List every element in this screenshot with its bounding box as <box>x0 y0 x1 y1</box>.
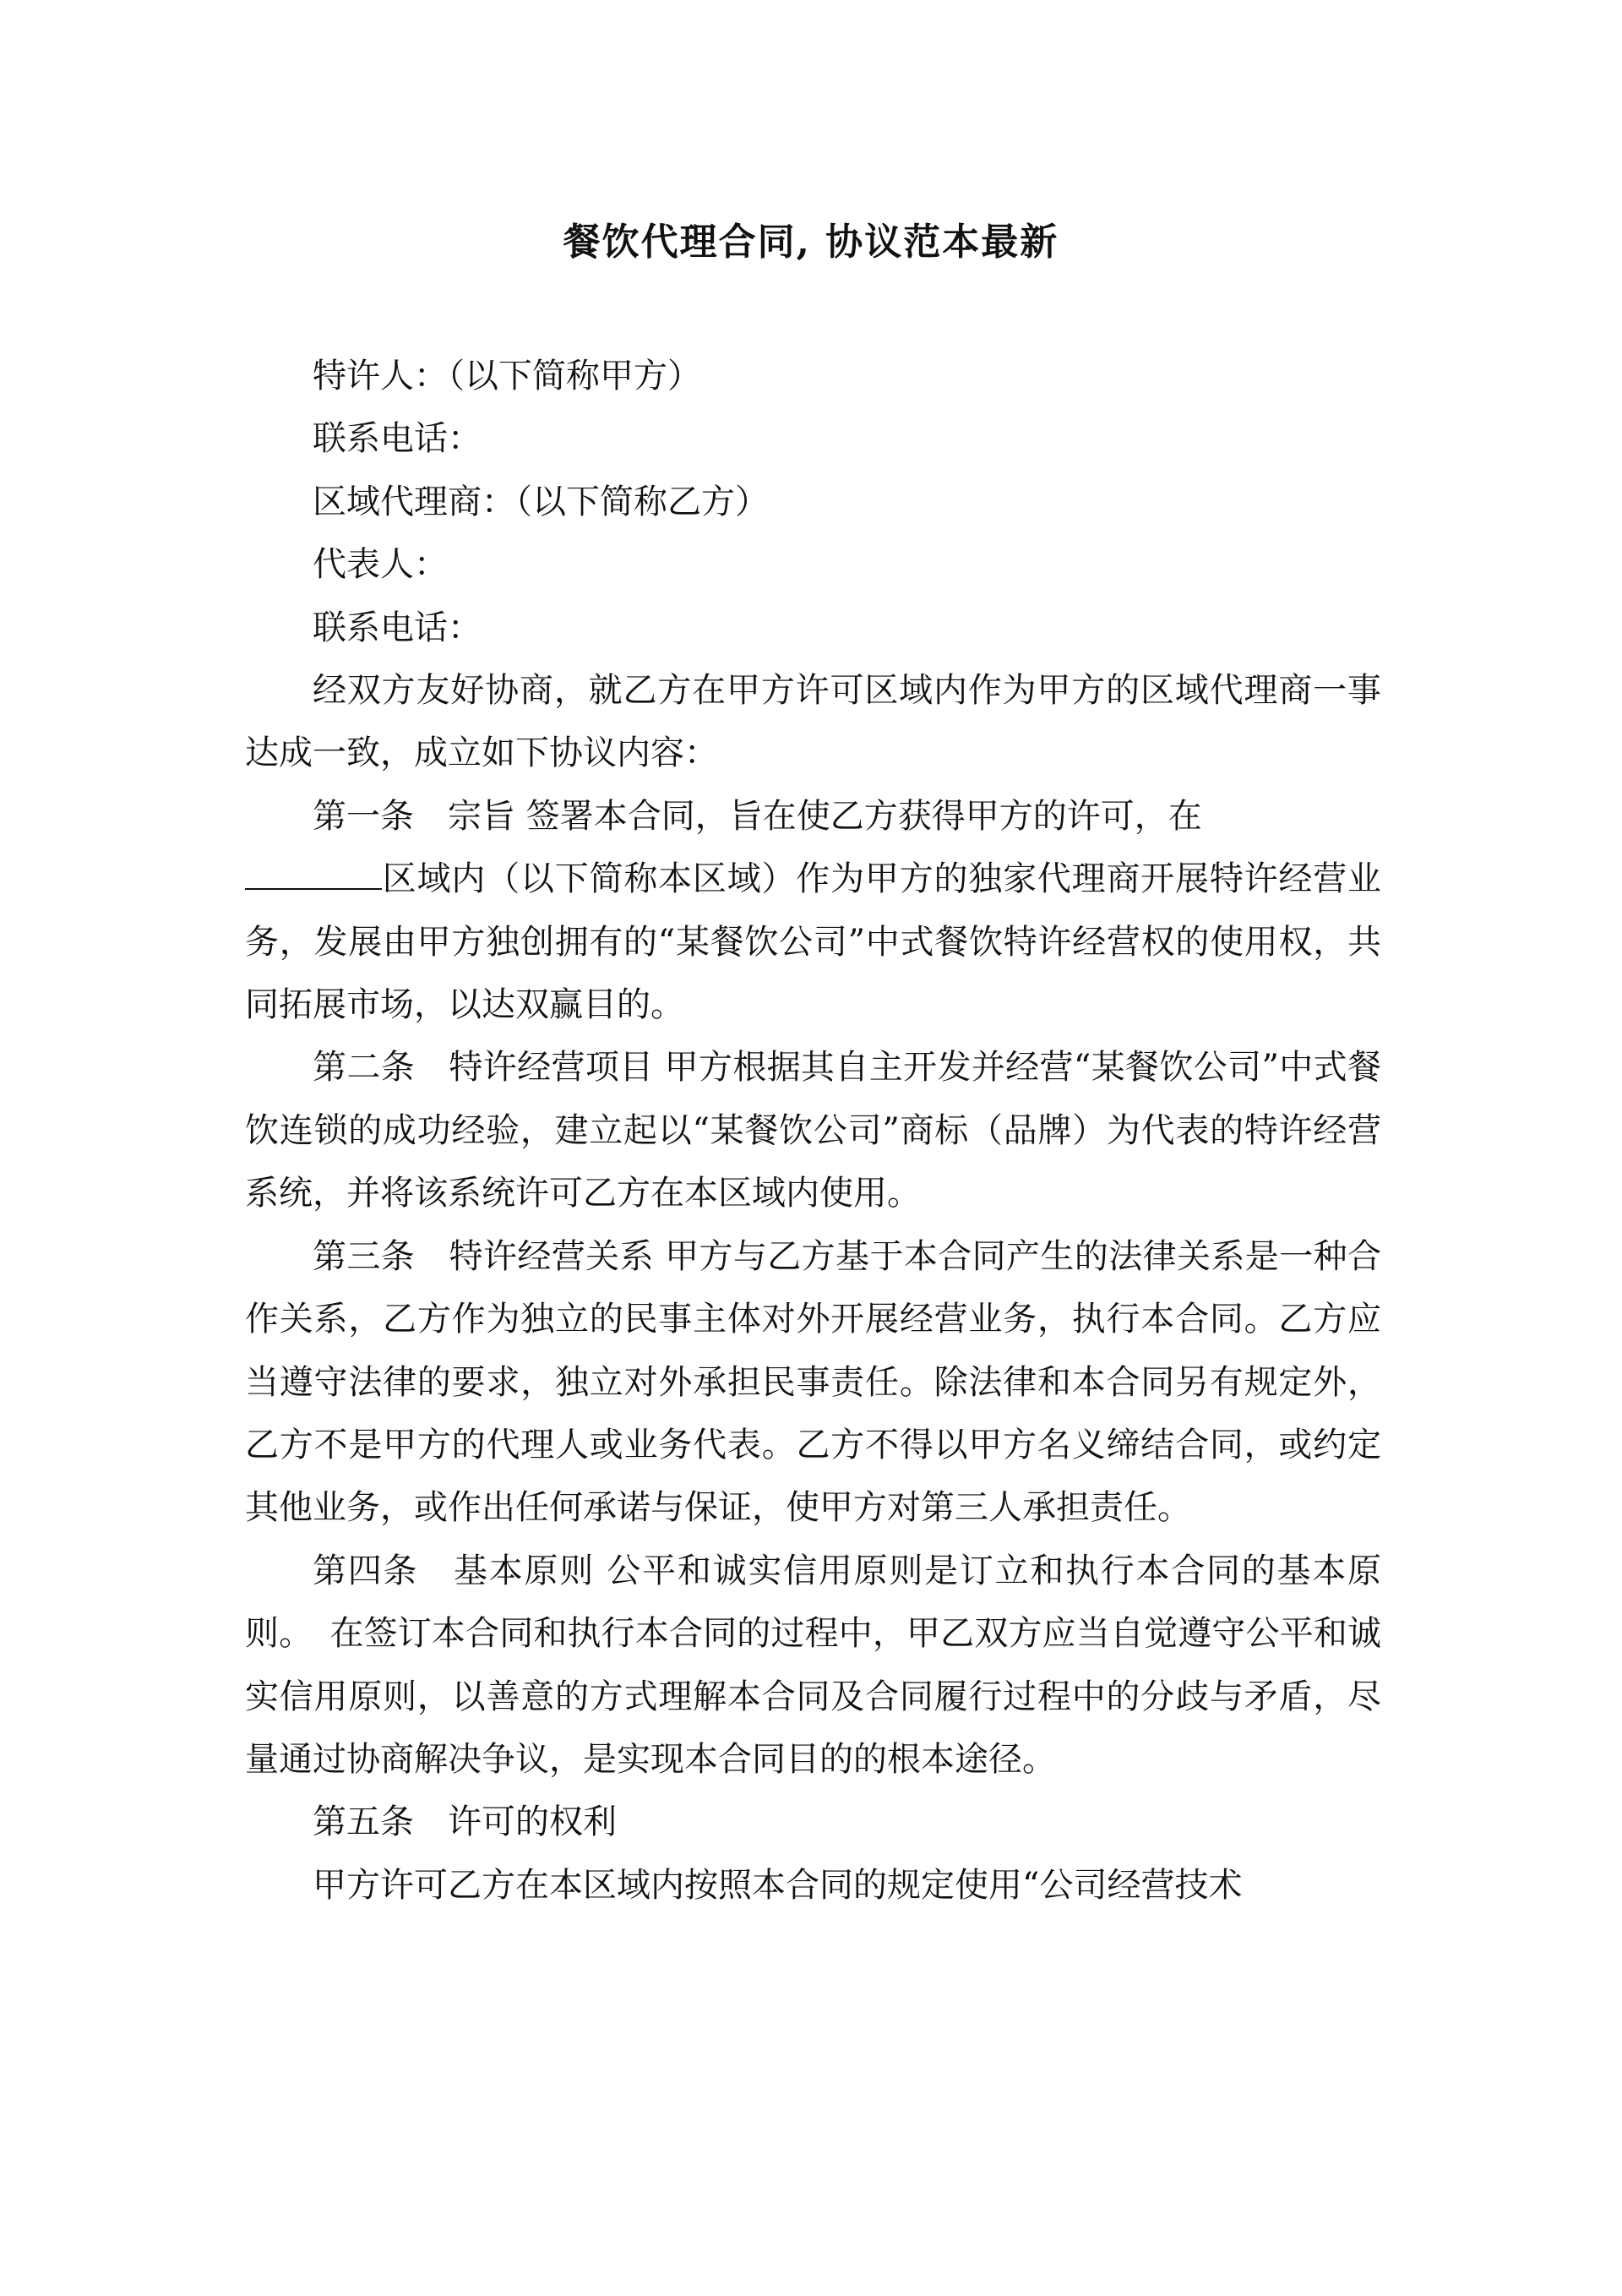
paragraph-article-3: 第三条 特许经营关系 甲方与乙方基于本合同产生的法律关系是一种合作关系，乙方作为独立的民事主体对外开展经营业务，执行本合同。乙方应当遵守法律的要求，独立对外承担民事责任。除法律和本合同另有规定外，乙方不是甲方的代理人或业务代表。乙方不得以甲方名义缔结合同，或约定其他业务，或作出任何承诺与保证，使甲方对第三人承担责任。 <box>245 1236 1381 1528</box>
paragraph-agent-phone: 联系电话： <box>313 608 482 647</box>
paragraph-franchisor: 特许人：（以下简称甲方） <box>313 357 701 395</box>
document-body <box>245 345 1381 1917</box>
paragraph-article-2: 第二条 特许经营项目 甲方根据其自主开发并经营“某餐饮公司”中式餐饮连锁的成功经验，建立起以“某餐饮公司”商标（品牌）为代表的特许经营系统，并将该系统许可乙方在本区域内使用。 <box>245 1048 1381 1213</box>
paragraph-article-4: 第四条 基本原则 公平和诚实信用原则是订立和执行本合同的基本原则。 在签订本合同和执行本合同的过程中，甲乙双方应当自觉遵守公平和诚实信用原则，以善意的方式理解本合同及合同履行过程中的分歧与矛盾，尽量通过协商解决争议，是实现本合同目的的根本途径。 <box>245 1551 1381 1779</box>
article-1-text-cont: 区域内（以下简称本区域）作为甲方的独家代理商开展特许经营业务，发展由甲方独创拥有的“某餐饮公司”中式餐饮特许经营权的使用权，共同拓展市场，以达双赢目的。 <box>245 859 1381 1025</box>
paragraph-article-5-text: 甲方许可乙方在本区域内按照本合同的规定使用“公司经营技术 <box>313 1865 1243 1905</box>
paragraph-regional-agent: 区域代理商：（以下简称乙方） <box>313 482 769 521</box>
article-1-text: 第一条 宗旨 签署本合同，旨在使乙方获得甲方的许可，在 <box>313 796 1202 836</box>
paragraph-article-5-heading: 第五条 许可的权利 <box>313 1802 617 1842</box>
paragraph-franchisor-phone: 联系电话： <box>313 419 482 459</box>
paragraph-representative: 代表人： <box>313 545 448 585</box>
region-blank-line <box>245 859 382 890</box>
paragraph-preamble: 经双方友好协商，就乙方在甲方许可区域内作为甲方的区域代理商一事达成一致，成立如下协议内容： <box>245 671 1381 773</box>
paragraph-article-1 <box>245 785 1381 1037</box>
document-title: 餐饮代理合同, 协议范本最新 <box>563 221 1059 264</box>
